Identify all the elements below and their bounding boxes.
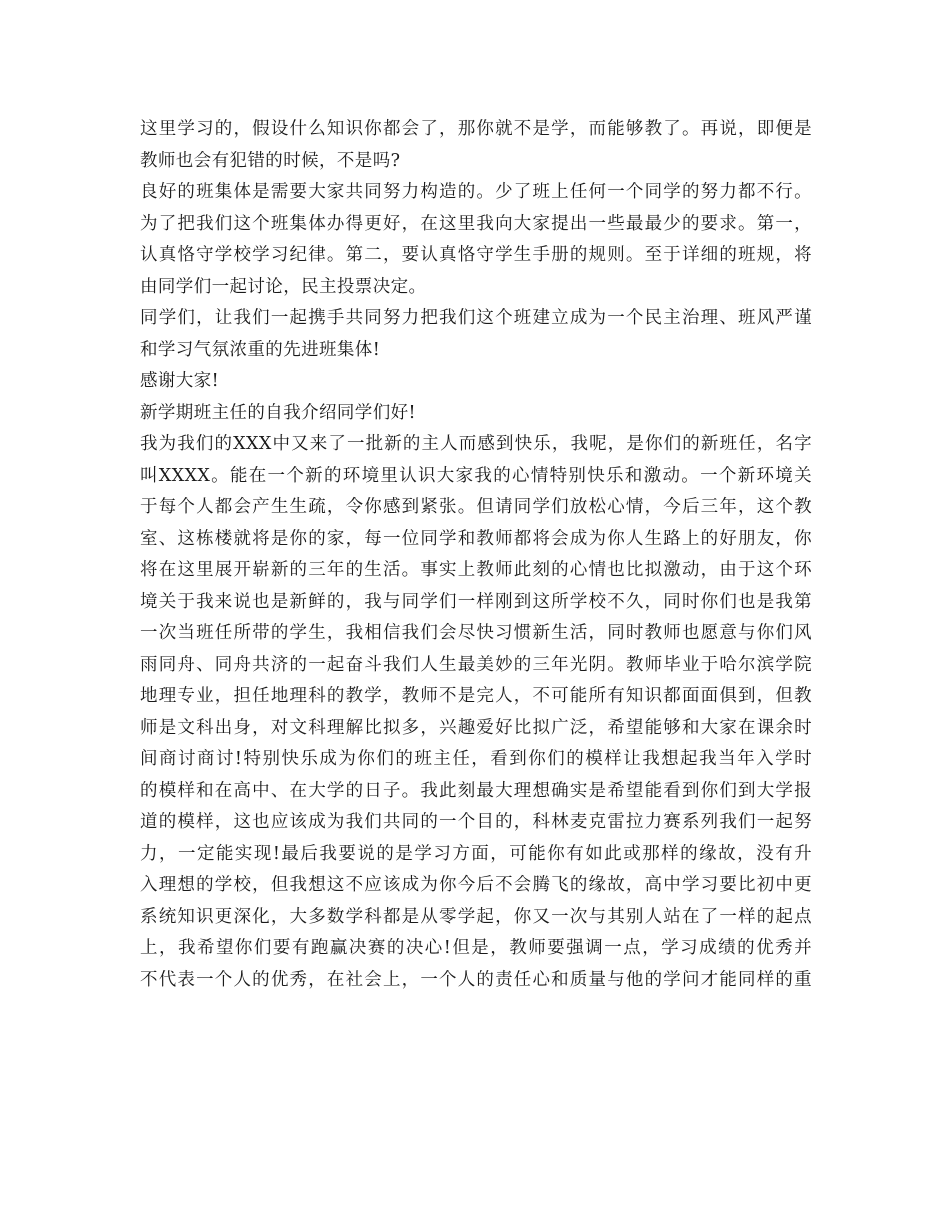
text-line: 这里学习的，假设什么知识你都会了，那你就不是学，而能够教了。再说，即便是 bbox=[140, 119, 812, 139]
paragraph-1 bbox=[140, 114, 812, 177]
text-line: 室、这栋楼就将是你的家，每一位同学和教师都将会成为你人生路上的好朋友，你 bbox=[140, 528, 812, 549]
text-line: 认真恪守学校学习纪律。第二，要认真恪守学生手册的规则。至于详细的班规，将 bbox=[140, 245, 812, 265]
text-line: 雨同舟、同舟共济的一起奋斗我们人生最美妙的三年光阴。教师毕业于哈尔滨学院 bbox=[140, 654, 812, 675]
text-line: 同学们，让我们一起携手共同努力把我们这个班建立成为一个民主治理、班风严谨 bbox=[140, 308, 812, 328]
text-line: 力，一定能实现!最后我要说的是学习方面，可能你有如此或那样的缘故，没有升 bbox=[140, 843, 812, 864]
paragraph-3 bbox=[140, 303, 812, 366]
paragraph-6 bbox=[140, 429, 812, 996]
text-line: 一次当班任所带的学生，我相信我们会尽快习惯新生活，同时教师也愿意与你们风 bbox=[140, 623, 812, 643]
text-line: 我为我们的XXX中又来了一批新的主人而感到快乐，我呢，是你们的新班任，名字 bbox=[140, 434, 812, 454]
text-line: 感谢大家! bbox=[140, 371, 220, 391]
document-body bbox=[140, 114, 812, 996]
text-line: 境关于我来说也是新鲜的，我与同学们一样刚到这所学校不久，同时你们也是我第 bbox=[140, 591, 812, 612]
text-line: 不代表一个人的优秀，在社会上，一个人的责任心和质量与他的学问才能同样的重 bbox=[140, 969, 812, 990]
text-line: 教师也会有犯错的时候，不是吗? bbox=[140, 150, 401, 171]
text-line: 良好的班集体是需要大家共同努力构造的。少了班上任何一个同学的努力都不行。 bbox=[140, 182, 812, 202]
text-line: 地理专业，担任地理科的教学，教师不是完人，不可能所有知识都面面俱到，但教 bbox=[140, 686, 812, 706]
text-line: 新学期班主任的自我介绍同学们好! bbox=[140, 402, 416, 423]
paragraph-4 bbox=[140, 366, 812, 398]
text-line: 和学习气氛浓重的先进班集体! bbox=[140, 339, 381, 360]
text-line: 为了把我们这个班集体办得更好，在这里我向大家提出一些最最少的要求。第一， bbox=[140, 213, 812, 234]
text-line: 入理想的学校，但我想这不应该成为你今后不会腾飞的缘故，高中学习要比初中更 bbox=[140, 875, 812, 895]
text-line: 由同学们一起讨论，民主投票决定。 bbox=[140, 276, 427, 297]
text-line: 间商讨商讨!特别快乐成为你们的班主任，看到你们的模样让我想起我当年入学时 bbox=[140, 749, 812, 769]
text-line: 道的模样，这也应该成为我们共同的一个目的，科林麦克雷拉力赛系列我们一起努 bbox=[140, 812, 812, 832]
text-line: 将在这里展开崭新的三年的生活。事实上教师此刻的心情也比拟激动，由于这个环 bbox=[140, 560, 812, 580]
text-line: 师是文科出身，对文科理解比拟多，兴趣爱好比拟广泛，希望能够和大家在课余时 bbox=[140, 717, 812, 738]
paragraph-5-heading bbox=[140, 398, 812, 430]
paragraph-2 bbox=[140, 177, 812, 303]
text-line: 的模样和在高中、在大学的日子。我此刻最大理想确实是希望能看到你们到大学报 bbox=[140, 780, 812, 801]
text-line: 上，我希望你们要有跑赢决赛的决心!但是，教师要强调一点，学习成绩的优秀并 bbox=[140, 938, 812, 958]
text-line: 于每个人都会产生生疏，令你感到紧张。但请同学们放松心情，今后三年，这个教 bbox=[140, 497, 812, 517]
text-line: 系统知识更深化，大多数学科都是从零学起，你又一次与其别人站在了一样的起点 bbox=[140, 906, 812, 927]
text-line: 叫XXXX。能在一个新的环境里认识大家我的心情特别快乐和激动。一个新环境关 bbox=[140, 465, 812, 486]
